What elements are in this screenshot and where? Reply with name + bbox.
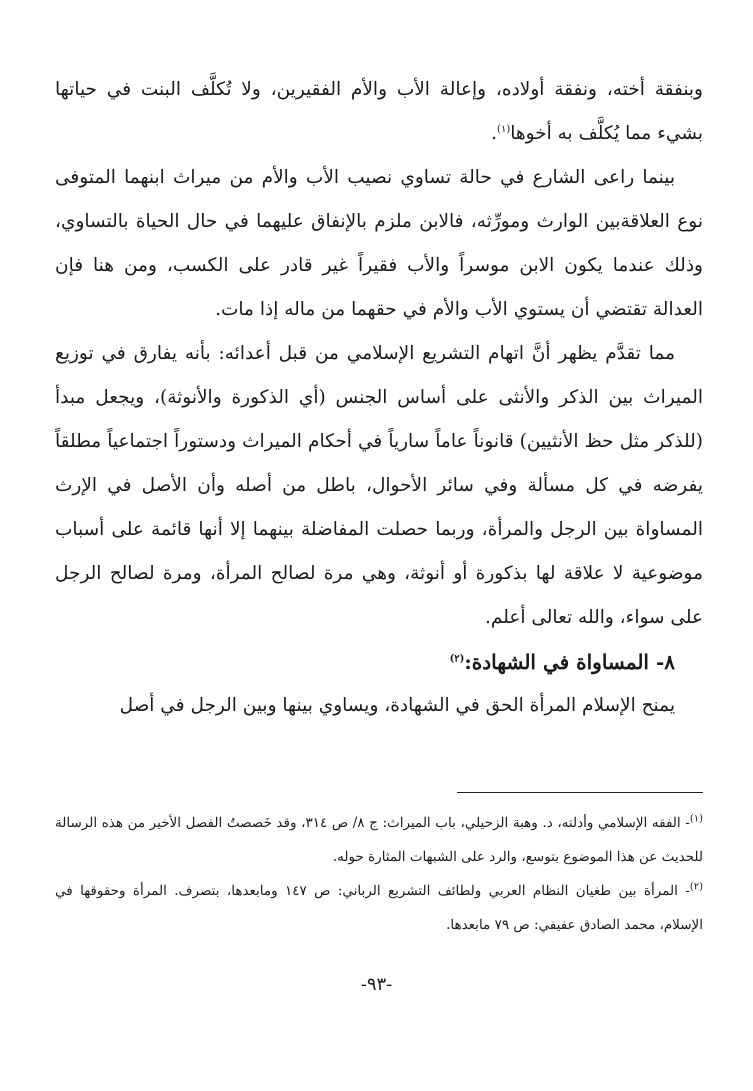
section-heading-text: ٨- المساواة في الشهادة:: [464, 650, 675, 674]
footnote-2: [55, 874, 703, 942]
footnote-1-text: - الفقه الإسلامي وأدلته، د. وهبة الزحيلي، باب الميراث: ج ٨/ ص ٣١٤، وقد خَصصتُ الفصل الأخير من هذه الرسالة للحديث عن هذا الموضوع بتوسع، والرد على الشبهات المثارة حوله.: [55, 815, 703, 865]
footnote-ref-1: (١): [497, 123, 511, 135]
footnote-ref-2: (٢): [449, 653, 465, 665]
paragraph-1-end: .: [491, 123, 498, 144]
footnote-2-marker: (٢): [689, 881, 703, 893]
page-number: -٩٣-: [360, 974, 393, 995]
footnotes: [55, 806, 703, 942]
body-text: [55, 68, 703, 728]
footnote-1: [55, 806, 703, 874]
footnote-separator: [457, 792, 703, 793]
section-heading: [55, 640, 703, 684]
footnote-1-marker: (١): [689, 813, 703, 825]
paragraph-2: بينما راعى الشارع في حالة تساوي نصيب الأب والأم من ميراث ابنهما المتوفى نوع العلاقةبين الوارث ومورِّثه، فالابن ملزم بالإنفاق عليهما في حال الحياة بالتساوي، وذلك عندما يكون الابن موسراً والأب فقيراً غير قادر على الكسب، ومن هنا فإن العدالة تقتضي أن يستوي الأب والأم في حقهما من ماله إذا مات.: [55, 167, 703, 320]
paragraph-1: [55, 68, 703, 156]
paragraph-1-text: وبنفقة أخته، ونفقة أولاده، وإعالة الأب والأم الفقيرين، ولا تُكلَّف البنت في حياتها بشيء مما يُكلَّف به أخوها: [55, 79, 703, 144]
footnote-2-text: - المرأة بين طغيان النظام العربي ولطائف التشريع الرباني: ص ١٤٧ ومابعدها، بتصرف. المرأة وحقوقها في الإسلام، محمد الصادق عفيفي: ص ٧٩ مابعدها.: [55, 883, 703, 933]
paragraph-3: مما تقدَّم يظهر أنَّ اتهام التشريع الإسلامي من قبل أعدائه: بأنه يفارق في توزيع الميراث بين الذكر والأنثى على أساس الجنس (أي الذكورة والأنوثة)، ويجعل مبدأ (للذكر مثل حظ الأنثيين) قانوناً عاماً سارياً في أحكام الميراث ودستوراً اجتماعياً مطلقاً يفرضه في كل مسألة وفي سائر الأحوال، باطل من أصله وأن الأصل في الإرث المساواة بين الرجل والمرأة، وربما حصلت المفاضلة بينهما إلا أنها قائمة على أسباب موضوعية لا علاقة لها بذكورة أو أنوثة، وهي مرة لصالح المرأة، ومرة لصالح الرجل على سواء، والله تعالى أعلم.: [55, 343, 703, 628]
paragraph-4: يمنح الإسلام المرأة الحق في الشهادة، ويساوي بينها وبين الرجل في أصل: [119, 695, 675, 716]
